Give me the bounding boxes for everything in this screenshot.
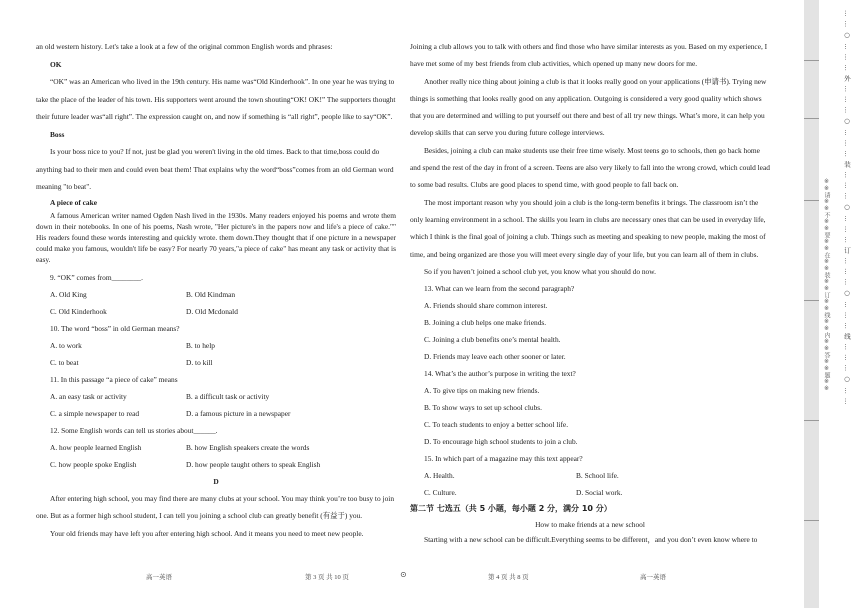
option: D. Friends may leave each other sooner or later.: [424, 352, 566, 362]
question-11: 11. In this passage “a piece of cake” means: [50, 374, 178, 384]
passage-d-title: D: [213, 476, 219, 486]
footer-subject-right: 高一英语: [640, 574, 666, 581]
option: D. To encourage high school students to join a club.: [424, 437, 578, 447]
option: C. a simple newspaper to read: [50, 408, 140, 418]
option: A. Health.: [424, 471, 455, 481]
option: B. Old Kindman: [186, 289, 236, 299]
binding-divider: [804, 118, 819, 119]
binding-divider: [804, 520, 819, 521]
q10-options-row1: [50, 337, 396, 354]
paragraph-r3: Besides, joining a club can make students use their free time wisely. Most teens go to schools, then go back home and spend the rest of the day in front of a screen. Teens are also very likely to fall into the wrong crowd, which could lead to some bad results. Clubs are good places to spend time, with good people to fall back on.: [410, 145, 770, 190]
option: A. Old King: [50, 289, 87, 299]
option: A. To give tips on making new friends.: [424, 386, 540, 396]
paragraph-boss: Is your boss nice to you? If not, just be glad you weren't living in the old times. Back to that time,boss could do anything bad to their men and could even beat them! That explains why the word“boss”comes from an old German word meaning "to beat".: [36, 147, 394, 191]
option: D. how people taught others to speak English: [186, 459, 321, 469]
intro-text: an old western history. Let's take a look at a few of the original common English words and phrases:: [36, 42, 333, 51]
option: C. to beat: [50, 357, 79, 367]
binding-warning-text: ※※请※※不※※要※※在※※装※※订※※线※※内※※答※※题※※: [823, 178, 830, 392]
option: C. Old Kinderhook: [50, 306, 107, 316]
option: C. Joining a club benefits one’s mental health.: [424, 335, 561, 345]
q11-options-row2: [50, 405, 396, 422]
q10-options-row2: [50, 354, 396, 371]
option: B. To show ways to set up school clubs.: [424, 403, 543, 413]
section-heading-cake: A piece of cake: [50, 197, 97, 207]
option: D. to kill: [186, 357, 213, 367]
binding-divider: [804, 200, 819, 201]
option: A. how people learned English: [50, 442, 142, 452]
passage-subtitle: How to make friends at a new school: [535, 520, 645, 530]
q15-options-row1: [424, 467, 770, 484]
section-heading-ok: OK: [50, 59, 62, 69]
question-12: 12. Some English words can tell us stories about______.: [50, 425, 218, 435]
question-9: 9. “OK” comes from________.: [50, 272, 143, 282]
question-13: 13. What can we learn from the second paragraph?: [424, 284, 575, 294]
q12-options-row2: [50, 456, 396, 473]
option: D. Old Mcdonald: [186, 306, 238, 316]
section-heading-boss: Boss: [50, 129, 65, 139]
option: C. how people spoke English: [50, 459, 137, 469]
paragraph-r1: Joining a club allows you to talk with others and find those who have similar interests as you. Based on my experience, I have met some of my best friends from club activities, which opened up many new doors for me.: [410, 42, 768, 69]
binding-strip: [804, 0, 819, 608]
question-14: 14. What’s the author’s purpose in writing the text?: [424, 369, 576, 379]
option: D. a famous picture in a newspaper: [186, 408, 291, 418]
section-heading: 第二节 七选五（共 5 小题，每小题 2 分，满分 10 分）: [410, 504, 612, 514]
paragraph-ok: “OK” was an American who lived in the 19th century. His name was“Old Kinderhook”. In one year he was trying to take the place of the leader of his town. His supporters went around the town shouting“OK! OK!” The supporters thought their future leader was“all right”. The expression caught on, and now if something is “all right”, people like to say“OK”.: [36, 77, 396, 121]
q9-options-row1: [50, 286, 396, 303]
option: C. To teach students to enjoy a better school life.: [424, 420, 569, 430]
footer-page-right: 第 4 页 共 8 页: [488, 574, 529, 581]
question-10: 10. The word “boss” in old German means?: [50, 323, 180, 333]
q11-options-row1: [50, 388, 396, 405]
option: B. Joining a club helps one make friends.: [424, 318, 547, 328]
option: C. Culture.: [424, 488, 457, 498]
paragraph-r2: Another really nice thing about joining a club is that it looks really good on your applications (申请书). Trying new things is something that looks really good on any application. Outgoing is considered a very good quality which shows that you are determined and willing to put yourself out there and best of all try new things. What’s more, it can help you develop skills that can serve you during future college interviews.: [410, 76, 767, 138]
q9-options-row2: [50, 303, 396, 320]
binding-line: … … ○ … … … 外 … … … ○ … … … 装 … … … ○ … … … 订 … … … ○ … … … 线 … … … ○ … …: [843, 10, 851, 406]
footer-page-left: 第 3 页 共 10 页: [305, 574, 349, 581]
paragraph-d-1: After entering high school, you may find there are many clubs at your school. You may think you’re too busy to join one. But as a former high school student, I can tell you joining a school club can greatly benefit (有益于) you.: [36, 493, 395, 520]
footer-center-mark: ⊙: [400, 570, 407, 579]
paragraph-d-2: Your old friends may have left you after entering high school. And it means you need to meet new people.: [50, 528, 364, 538]
q15-options-row2: [424, 484, 770, 501]
option: B. how English speakers create the words: [186, 442, 310, 452]
paragraph-r4: The most important reason why you should join a club is the long-term benefits it brings. The classroom isn’t the only learning environment in a school. The skills you learn in clubs are necessary ones that can be used in everyday life, which I think is the final goal of joining a club. Things such as meeting and speaking to new people, making the most of time, and being organized are those you will meet every single day of your life, but you can learn all of them in clubs.: [410, 197, 766, 259]
option: D. Social work.: [576, 488, 623, 498]
paragraph-last: Starting with a new school can be difficult.Everything seems to be different，and you don’t even know where to: [424, 535, 758, 545]
binding-divider: [804, 60, 819, 61]
q12-options-row1: [50, 439, 396, 456]
paragraph-r5: So if you haven’t joined a school club yet, you know what you should do now.: [424, 266, 656, 276]
question-15: 15. In which part of a magazine may this text appear?: [424, 454, 583, 464]
option: A. an easy task or activity: [50, 391, 127, 401]
binding-divider: [804, 300, 819, 301]
right-column: [410, 38, 770, 547]
footer-subject-left: 高一英语: [146, 574, 172, 581]
option: A. Friends should share common interest.: [424, 301, 548, 311]
option: B. School life.: [576, 471, 619, 481]
paragraph-cake: A famous American writer named Ogden Nash lived in the 1930s. Many readers enjoyed his poems and wrote them down in their notebooks. In one of his poems, Nash wrote, "Her picture's in the papers now and life's a piece of cake."" His readers found these words interesting and quickly wrote. them down.They thought that if one picture in a newspaper could make you famous, wouldn't life be easy? For nearly 70 years,"a piece of cake" has meant any task or activity that is easy.: [36, 210, 396, 264]
binding-divider: [804, 420, 819, 421]
option: A. to work: [50, 340, 82, 350]
option: B. to help: [186, 340, 215, 350]
option: B. a difficult task or activity: [186, 391, 270, 401]
left-column: [36, 38, 396, 542]
